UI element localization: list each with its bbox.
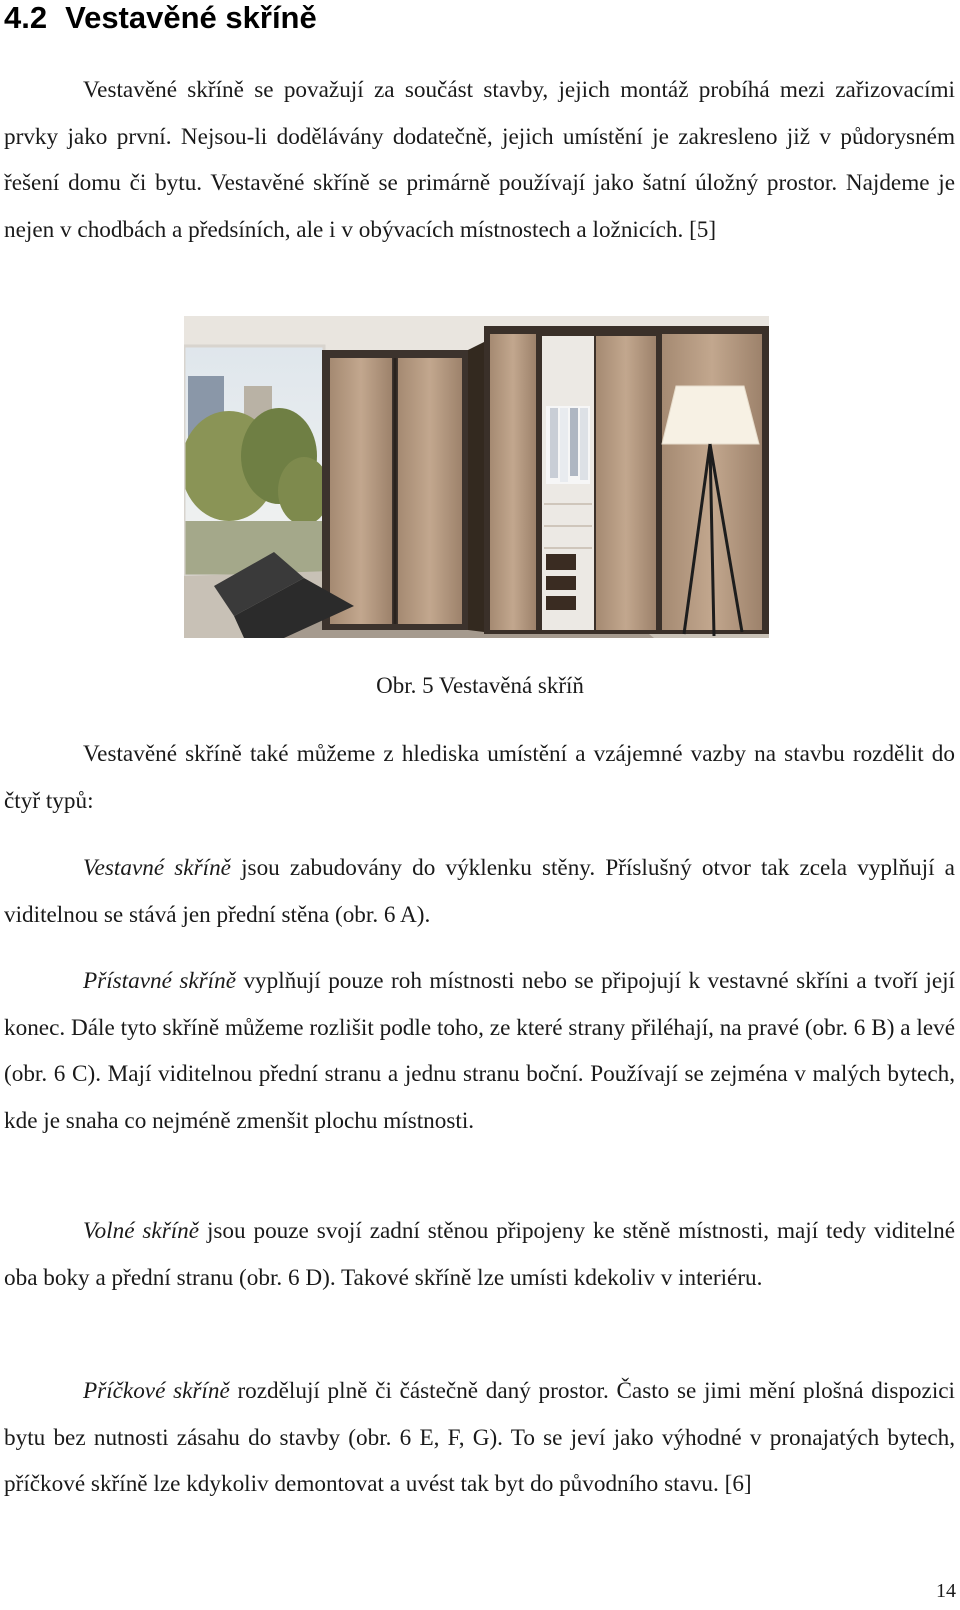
section-number: 4.2	[4, 0, 48, 35]
type-term: Příčkové skříně	[83, 1378, 230, 1404]
type-term: Volné skříně	[83, 1218, 200, 1244]
intro-paragraph: Vestavěné skříně se považují za součást stavby, jejich montáž probíhá mezi zařizovacími prvky jako první. Nejsou-li dodělávány dodatečně, jejich umístění je zakresleno již v půdorysném řešení domu či bytu. Vestavěné skříně se primárně používají jako šatní úložný prostor. Najdeme je nejen v chodbách a předsíních, ale i v obývacích místnostech a ložnicích. [5]	[4, 77, 955, 243]
type-term: Vestavné skříně	[83, 855, 231, 881]
wardrobe-photo	[184, 316, 769, 638]
section-title: Vestavěné skříně	[65, 0, 317, 35]
type-paragraph-vestavne	[4, 845, 955, 938]
types-intro-paragraph: Vestavěné skříně také můžeme z hlediska umístění a vzájemné vazby na stavbu rozdělit do čtyř typů:	[4, 741, 955, 814]
type-term: Přístavné skříně	[83, 968, 236, 994]
page-number: 14	[936, 1580, 956, 1602]
wardrobe-illustration	[184, 316, 769, 638]
type-description: rozdělují plně či částečně daný prostor. Často se jimi mění plošná dispozici bytu bez nutnosti zásahu do stavby (obr. 6 E, F, G). To se jeví jako výhodné v pronajatých bytech, příčkové skříně lze kdykoliv demontovat a uvést tak byt do původního stavu. [6]	[4, 1378, 955, 1497]
section-heading	[4, 0, 317, 36]
type-paragraph-volne	[4, 1208, 955, 1301]
type-paragraph-prickove	[4, 1368, 955, 1508]
type-description: vyplňují pouze roh místnosti nebo se připojují k vestavné skříni a tvoří její konec. Dále tyto skříně můžeme rozlišit podle toho, ze které strany přiléhají, na pravé (obr. 6 B) a levé (obr. 6 C). Mají viditelnou přední stranu a jednu stranu boční. Používají se zejména v malých bytech, kde je snaha co nejméně zmenšit plochu místnosti.	[4, 968, 955, 1134]
type-description: jsou pouze svojí zadní stěnou připojeny ke stěně místnosti, mají tedy viditelné oba boky a přední stranu (obr. 6 D). Takové skříně lze umísti kdekoliv v interiéru.	[4, 1218, 955, 1291]
figure-caption: Obr. 5 Vestavěná skříň	[376, 673, 584, 698]
type-paragraph-pristavne	[4, 958, 955, 1144]
type-description: jsou zabudovány do výklenku stěny. Příslušný otvor tak zcela vyplňují a viditelnou se stává jen přední stěna (obr. 6 A).	[4, 855, 955, 928]
